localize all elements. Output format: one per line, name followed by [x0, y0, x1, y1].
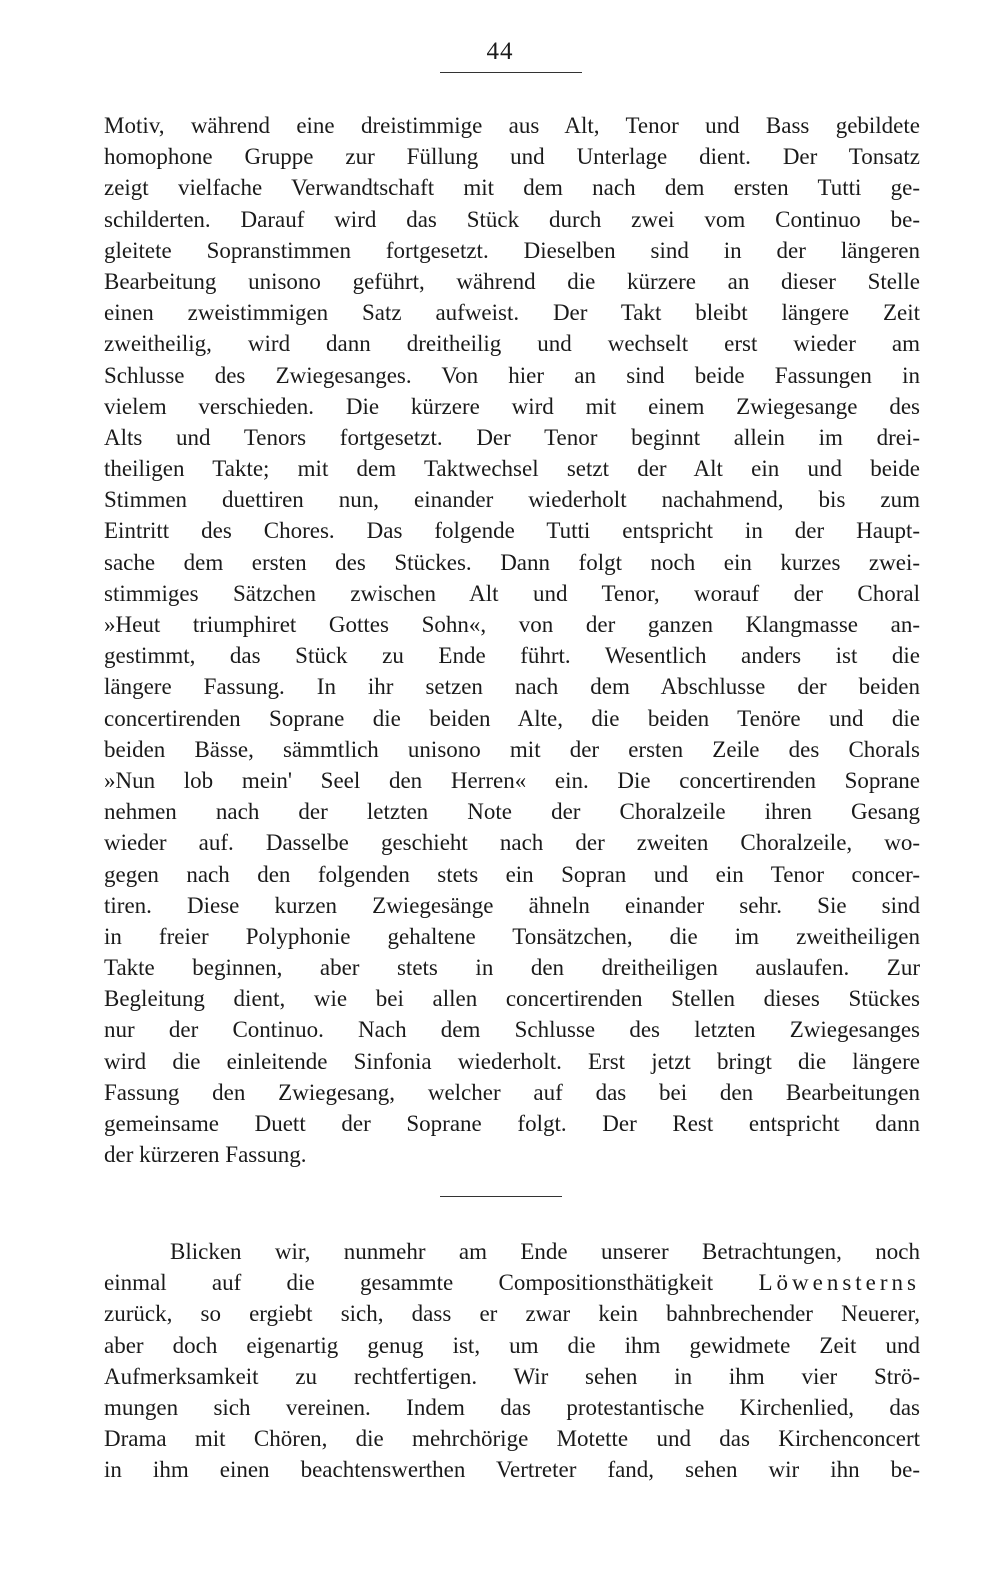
text-line: Stimmen duettiren nun, einander wiederholt nachahmend, bis zum [104, 487, 920, 513]
text-line: stimmiges Sätzchen zwischen Alt und Tenor, worauf der Choral [104, 580, 920, 606]
text-line: »Heut triumphiret Gottes Sohn«, von der ganzen Klangmasse an- [104, 612, 920, 637]
text-line: gemeinsame Duett der Soprane folgt. Der Rest entspricht dann [104, 1111, 920, 1136]
text-line: wird die einleitende Sinfonia wiederholt. Erst jetzt bringt die längere [104, 1048, 920, 1074]
text-line: der kürzeren Fassung. [104, 1142, 307, 1168]
paragraph-1 [104, 110, 920, 1170]
text-line-segment: einmal auf die gesammte Compositionsthätigkeit [104, 1270, 714, 1296]
paragraph-2 [104, 1236, 920, 1486]
text-line: gegen nach den folgenden stets ein Sopran und ein Tenor concer- [104, 861, 920, 887]
text-line: Begleitung dient, wie bei allen concertirenden Stellen dieses Stückes [104, 986, 920, 1012]
text-line: concertirenden Soprane die beiden Alte, die beiden Tenöre und die [104, 705, 920, 731]
text-line-with-spaced-name [104, 1267, 920, 1298]
text-line: beiden Bässe, sämmtlich unisono mit der ersten Zeile des Chorals [104, 736, 920, 762]
text-line: Drama mit Chören, die mehrchörige Motette und das Kirchenconcert [104, 1426, 920, 1452]
text-line: Schlusse des Zwiegesanges. Von hier an sind beide Fassungen in [104, 362, 920, 388]
header-rule [440, 72, 582, 73]
text-line: längere Fassung. In ihr setzen nach dem Abschlusse der beiden [104, 674, 920, 700]
text-line: in freier Polyphonie gehaltene Tonsätzchen, die im zweitheiligen [104, 923, 920, 949]
text-line: Alts und Tenors fortgesetzt. Der Tenor beginnt allein im drei- [104, 424, 920, 450]
text-line: Eintritt des Chores. Das folgende Tutti entspricht in der Haupt- [104, 518, 920, 544]
text-line: zweitheilig, wird dann dreitheilig und wechselt erst wieder am [104, 331, 920, 357]
text-line: wieder auf. Dasselbe geschieht nach der zweiten Choralzeile, wo- [104, 830, 920, 856]
text-line: Blicken wir, nunmehr am Ende unserer Betrachtungen, noch [170, 1239, 920, 1264]
text-line: schilderten. Darauf wird das Stück durch zwei vom Continuo be- [104, 206, 920, 232]
section-divider-rule [440, 1196, 562, 1197]
text-line: Aufmerksamkeit zu rechtfertigen. Wir sehen in ihm vier Strö- [104, 1363, 920, 1389]
text-line: theiligen Takte; mit dem Taktwechsel setzt der Alt ein und beide [104, 456, 920, 482]
text-line: Motiv, während eine dreistimmige aus Alt, Tenor und Bass gebildete [104, 113, 920, 138]
page-number: 44 [486, 38, 514, 65]
text-line: tiren. Diese kurzen Zwiegesänge ähneln einander sehr. Sie sind [104, 892, 920, 918]
text-line: aber doch eigenartig genug ist, um die ihm gewidmete Zeit und [104, 1332, 920, 1358]
text-line: sache dem ersten des Stückes. Dann folgt noch ein kurzes zwei- [104, 549, 920, 575]
text-line: gestimmt, das Stück zu Ende führt. Wesentlich anders ist die [104, 643, 920, 669]
text-line: einen zweistimmigen Satz aufweist. Der Takt bleibt längere Zeit [104, 300, 920, 326]
text-line: gleitete Sopranstimmen fortgesetzt. Dieselben sind in der längeren [104, 237, 920, 263]
text-line: Fassung den Zwiegesang, welcher auf das bei den Bearbeitungen [104, 1079, 920, 1105]
text-line: vielem verschieden. Die kürzere wird mit einem Zwiegesange des [104, 393, 920, 419]
text-line: mungen sich vereinen. Indem das protestantische Kirchenlied, das [104, 1394, 920, 1420]
text-line: zurück, so ergiebt sich, dass er zwar kein bahnbrechender Neuerer, [104, 1301, 920, 1327]
text-line: Takte beginnen, aber stets in den dreitheiligen auslaufen. Zur [104, 955, 920, 981]
text-line: zeigt vielfache Verwandtschaft mit dem nach dem ersten Tutti ge- [104, 175, 920, 201]
text-line: »Nun lob mein' Seel den Herren« ein. Die concertirenden Soprane [104, 767, 920, 793]
text-line: nehmen nach der letzten Note der Choralzeile ihren Gesang [104, 799, 920, 825]
text-line: homophone Gruppe zur Füllung und Unterlage dient. Der Tonsatz [104, 144, 920, 170]
spaced-name: Löwensterns [758, 1270, 920, 1296]
text-line: Bearbeitung unisono geführt, während die kürzere an dieser Stelle [104, 268, 920, 294]
text-line: nur der Continuo. Nach dem Schlusse des letzten Zwiegesanges [104, 1017, 920, 1043]
text-line: in ihm einen beachtenswerthen Vertreter fand, sehen wir ihn be- [104, 1457, 920, 1483]
